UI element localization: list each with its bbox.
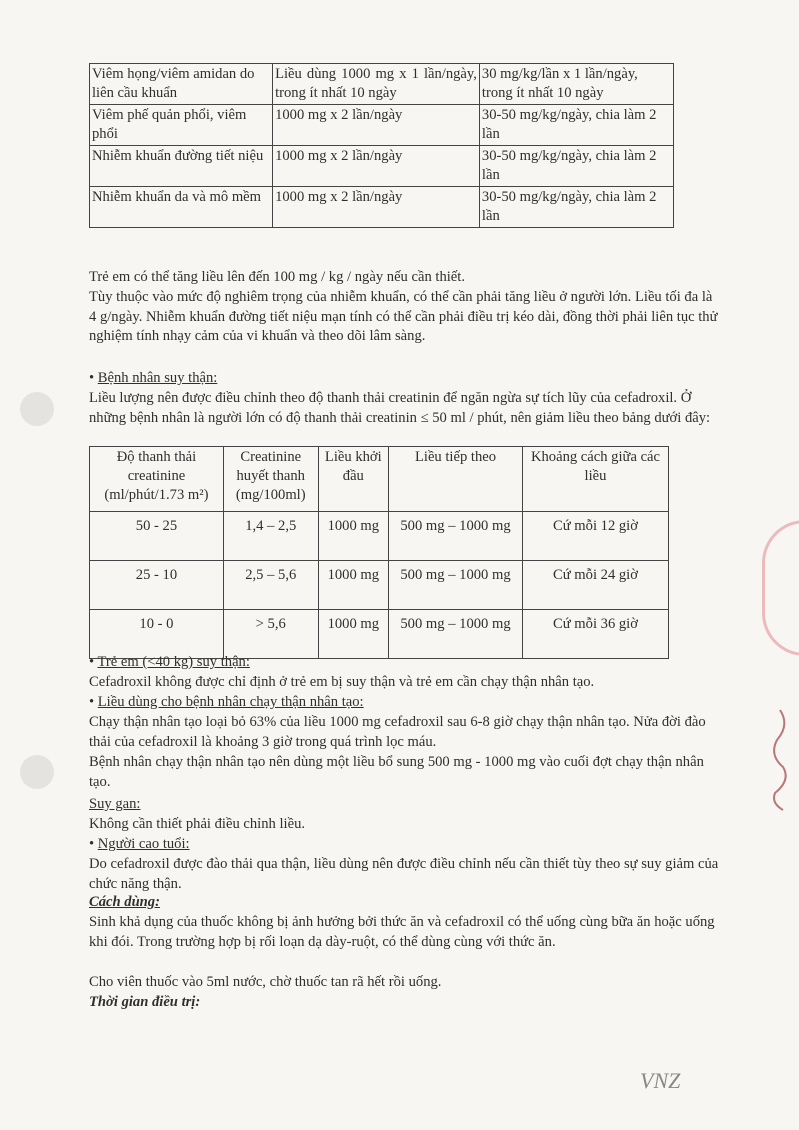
heading-renal: Bệnh nhân suy thận:	[97, 370, 218, 386]
paragraph-dialysis-2: Bệnh nhân chạy thận nhân tạo nên dùng một liều bổ sung 500 mg - 1000 mg vào cuối đợt chạy thận nhân tạo.	[89, 754, 704, 790]
table-cell: 2,5 – 5,6	[223, 561, 318, 610]
table-row	[90, 146, 674, 187]
paragraph-renal: Liều lượng nên được điều chỉnh theo độ thanh thải creatinin để ngăn ngừa sự tích lũy của cefadroxil. Ở những bệnh nhân là người lớn có độ thanh thải creatinin ≤ 50 ml / phút, nên giảm liều theo bảng dưới đây:	[89, 390, 711, 426]
paragraph-child-dose: Trẻ em có thể tăng liều lên đến 100 mg / kg / ngày nếu cần thiết.	[89, 269, 465, 285]
table-cell: > 5,6	[223, 610, 318, 659]
table-cell: 1000 mg x 2 lần/ngày	[273, 146, 480, 187]
punch-hole	[20, 755, 54, 789]
paragraph-child-renal: Cefadroxil không được chỉ định ở trẻ em bị suy thận và trẻ em cần chạy thận nhân tạo.	[89, 674, 595, 690]
table-cell: 10 - 0	[90, 610, 224, 659]
table-cell: 25 - 10	[90, 561, 224, 610]
table-cell: 1000 mg	[318, 610, 388, 659]
paragraph-severity: Tùy thuộc vào mức độ nghiêm trọng của nhiễm khuẩn, có thể cần phải tăng liều ở người lớn. Liều tối đa là 4 g/ngày. Nhiễm khuẩn đường tiết niệu mạn tính có thể cần phải điều trị kéo dài, đồng thời phải liên tục thử nghiệm tính nhạy cảm của vi khuẩn và theo dõi lâm sàng.	[89, 289, 718, 344]
table-row	[90, 105, 674, 146]
table-row	[90, 187, 674, 228]
paragraph-usage-2: Cho viên thuốc vào 5ml nước, chờ thuốc tan rã hết rồi uống.	[89, 974, 442, 990]
table-cell: 30 mg/kg/lần x 1 lần/ngày, trong ít nhất 10 ngày	[479, 64, 673, 105]
table-row	[90, 610, 669, 659]
table-cell: Nhiễm khuẩn da và mô mềm	[90, 187, 273, 228]
heading-liver: Suy gan:	[89, 796, 141, 812]
punch-hole	[20, 392, 54, 426]
table-header-cell: Khoảng cách giữa các liều	[522, 447, 668, 512]
table-cell: Liều dùng 1000 mg x 1 lần/ngày, trong ít nhất 10 ngày	[273, 64, 480, 105]
table-cell: 1000 mg	[318, 561, 388, 610]
table-cell: 50 - 25	[90, 512, 224, 561]
table-header-cell: Độ thanh thải creatinine (ml/phút/1.73 m²)	[90, 447, 224, 512]
side-signature-mark	[765, 705, 795, 815]
table-cell: 500 mg – 1000 mg	[389, 561, 523, 610]
table-row	[90, 561, 669, 610]
table-cell: 500 mg – 1000 mg	[389, 512, 523, 561]
table-cell: 1000 mg x 2 lần/ngày	[273, 187, 480, 228]
table-row	[90, 512, 669, 561]
table-cell: Cứ mỗi 36 giờ	[522, 610, 668, 659]
table-header-row	[90, 447, 669, 512]
signature-initials: VNZ	[640, 1068, 681, 1093]
paragraph-elderly: Do cefadroxil được đào thải qua thận, liều dùng nên được điều chỉnh nếu cần thiết tùy theo sự suy giảm của chức năng thận.	[89, 856, 719, 892]
heading-child-renal: Trẻ em (<40 kg) suy thận:	[97, 654, 250, 670]
paragraph-liver: Không cần thiết phải điều chỉnh liều.	[89, 816, 306, 832]
renal-dosage-table	[89, 446, 669, 659]
table-cell: 1000 mg	[318, 512, 388, 561]
table-header-cell: Liều tiếp theo	[389, 447, 523, 512]
table-cell: 1000 mg x 2 lần/ngày	[273, 105, 480, 146]
table-header-cell: Creatinine huyết thanh (mg/100ml)	[223, 447, 318, 512]
paragraph-usage-1: Sinh khả dụng của thuốc không bị ảnh hưởng bởi thức ăn và cefadroxil có thể uống cùng bữa ăn hoặc uống khi đói. Trong trường hợp bị rối loạn dạ dày-ruột, có thể dùng cùng với thức ăn.	[89, 914, 715, 950]
table-cell: Nhiễm khuẩn đường tiết niệu	[90, 146, 273, 187]
table-cell: 30-50 mg/kg/ngày, chia làm 2 lần	[479, 146, 673, 187]
table-header-cell: Liều khởi đầu	[318, 447, 388, 512]
table-cell: 30-50 mg/kg/ngày, chia làm 2 lần	[479, 105, 673, 146]
heading-dialysis: Liều dùng cho bệnh nhân chạy thận nhân tạo:	[97, 694, 364, 710]
table-cell: 1,4 – 2,5	[223, 512, 318, 561]
table-cell: Cứ mỗi 12 giờ	[522, 512, 668, 561]
dosage-table-adult-child	[89, 63, 674, 228]
heading-duration: Thời gian điều trị:	[89, 994, 201, 1010]
table-cell: 30-50 mg/kg/ngày, chia làm 2 lần	[479, 187, 673, 228]
document-page: Viêm họng/viêm amidan do liên cầu khuẩn Liều dùng 1000 mg x 1 lần/ngày, trong ít nhất 10 ngày 30 mg/kg/lần x 1 lần/ngày, trong ít nhất 10 ngày Viêm phế quản phổi, viêm phổi 1000 mg x 2 lần/ngày 30-50 mg/kg/ngày, chia làm 2 lần Nhiễm khuẩn đường tiết niệu 1000 mg x 2 lần/ngày 30-50 mg/kg/ngày, chia làm 2 lần Nhiễm khuẩn da và mô mềm 1000 mg x 2 lần/ngày 30-50 mg/kg/ngày, chia làm 2 lần Trẻ em có thể tăng liều lên đến 100 mg / kg / ngày nếu cần thiết. Tùy thuộc vào mức độ nghiêm trọng của nhiễm khuẩn, có thể cần phải tăng liều ở người lớn. Liều tối đa là 4 g/ngày. Nhiễm khuẩn đường tiết niệu mạn tính có thể cần phải điều trị kéo dài, đồng thời phải liên tục thử nghiệm tính nhạy cảm của vi khuẩn và theo dõi lâm sàng. • Bệnh nhân suy thận: Liều lượng nên được điều chỉnh theo độ thanh thải creatinin để ngăn ngừa sự tích lũy của cefadroxil. Ở những bệnh nhân là người lớn có độ thanh thải creatinin ≤ 50 ml / phút, nên giảm liều theo bảng dưới đây: Độ thanh thải creatinine (ml/phút/1.73 m²) Creatinine huyết thanh (mg/100ml) Liều khởi đầu Liều tiếp theo Khoảng cách giữa các liều 50 - 25 1,4 – 2,5 1000 mg 500 mg – 1000 mg Cứ mỗi 12 giờ 25 - 10 2,5 – 5,6 1000 mg 500 mg – 1000 mg Cứ mỗi 24 giờ 10 - 0 > 5,6 1000 mg 500 mg – 1000 mg Cứ mỗi 36 giờ • Trẻ em (<40 kg) suy thận: Cefadroxil không được chỉ định ở trẻ em bị suy thận và trẻ em cần chạy thận nhân tạo. • Liều dùng cho bệnh nhân chạy thận nhân tạo: Chạy thận nhân tạo loại bỏ 63% của liều 1000 mg cefadroxil sau 6-8 giờ chạy thận nhân tạo. Nửa đời đào thải của cefadroxil là khoảng 3 giờ trong quá trình lọc máu. Bệnh nhân chạy thận nhân tạo nên dùng một liều bổ sung 500 mg - 1000 mg vào cuối đợt chạy thận nhân tạo. Suy gan: Không cần thiết phải điều chỉnh liều. • Người cao tuổi: Do cefadroxil được đào thải qua thận, liều dùng nên được điều chỉnh nếu cần thiết tùy theo sự suy giảm của chức năng thận. Cách dùng: Sinh khả dụng của thuốc không bị ảnh hưởng bởi thức ăn và cefadroxil có thể uống cùng bữa ăn hoặc uống khi đói. Trong trường hợp bị rối loạn dạ dày-ruột, có thể dùng cùng với thức ăn. Cho viên thuốc vào 5ml nước, chờ thuốc tan rã hết rồi uống. Thời gian điều trị: VNZ	[0, 0, 799, 1130]
table-cell: Cứ mỗi 24 giờ	[522, 561, 668, 610]
heading-elderly: Người cao tuổi:	[97, 836, 190, 852]
table-cell: Viêm phế quản phổi, viêm phổi	[90, 105, 273, 146]
paragraph-dialysis-1: Chạy thận nhân tạo loại bỏ 63% của liều 1000 mg cefadroxil sau 6-8 giờ chạy thận nhân tạo. Nửa đời đào thải của cefadroxil là khoảng 3 giờ trong quá trình lọc máu.	[89, 714, 706, 750]
heading-usage: Cách dùng:	[89, 894, 160, 910]
red-stamp-seal	[762, 520, 799, 656]
table-cell: 500 mg – 1000 mg	[389, 610, 523, 659]
table-row	[90, 64, 674, 105]
table-cell: Viêm họng/viêm amidan do liên cầu khuẩn	[90, 64, 273, 105]
